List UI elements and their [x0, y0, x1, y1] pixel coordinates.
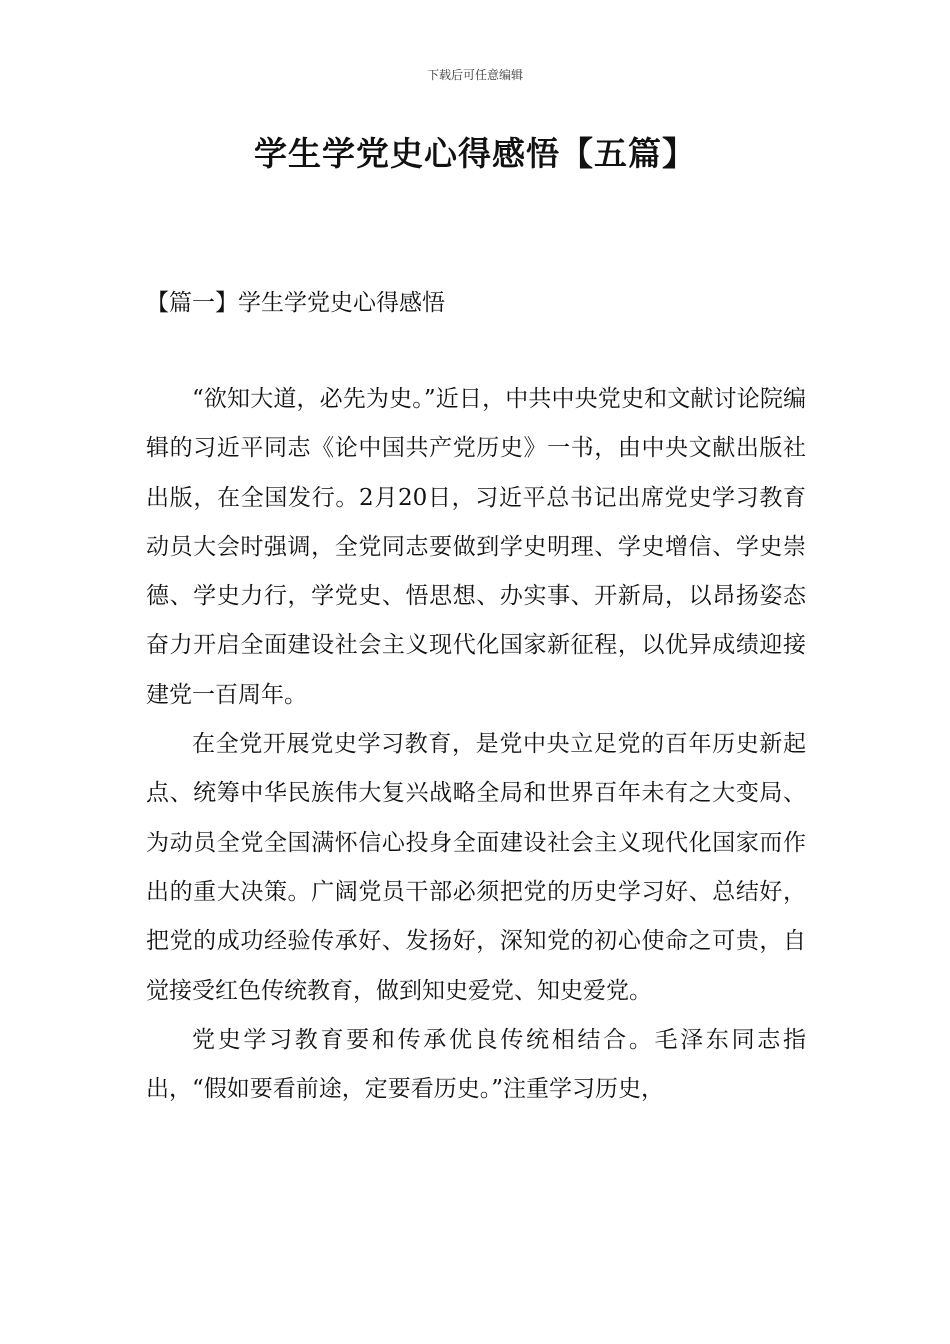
document-body	[146, 375, 806, 1114]
paragraph-2: 在全党开展党史学习教育，是党中央立足党的百年历史新起点、统筹中华民族伟大复兴战略全局和世界百年未有之大变局、为动员全党全国满怀信心投身全面建设社会主义现代化国家而作出的重大决策。广阔党员干部必须把党的历史学习好、总结好，把党的成功经验传承好、发扬好，深知党的初心使命之可贵，自觉接受红色传统教育，做到知史爱党、知史爱党。	[146, 731, 806, 1004]
document-title: 学生学党史心得感悟【五篇】	[254, 134, 696, 173]
section-heading: 【篇一】学生学党史心得感悟	[146, 290, 445, 316]
paragraph-1: “欲知大道，必先为史。”近日，中共中央党史和文献讨论院编辑的习近平同志《论中国共产党历史》一书，由中央文献出版社出版，在全国发行。2月20日，习近平总书记出席党史学习教育动员大会时强调，全党同志要做到学史明理、学史增信、学史崇德、学史力行，学党史、悟思想、办实事、开新局，以昂扬姿态奋力开启全面建设社会主义现代化国家新征程，以优异成绩迎接建党一百周年。	[146, 386, 806, 708]
page-header-note: 下载后可任意编辑	[426, 68, 523, 82]
paragraph-3: 党史学习教育要和传承优良传统相结合。毛泽东同志指出，“假如要看前途，定要看历史。”注重学习历史，	[146, 1026, 806, 1103]
